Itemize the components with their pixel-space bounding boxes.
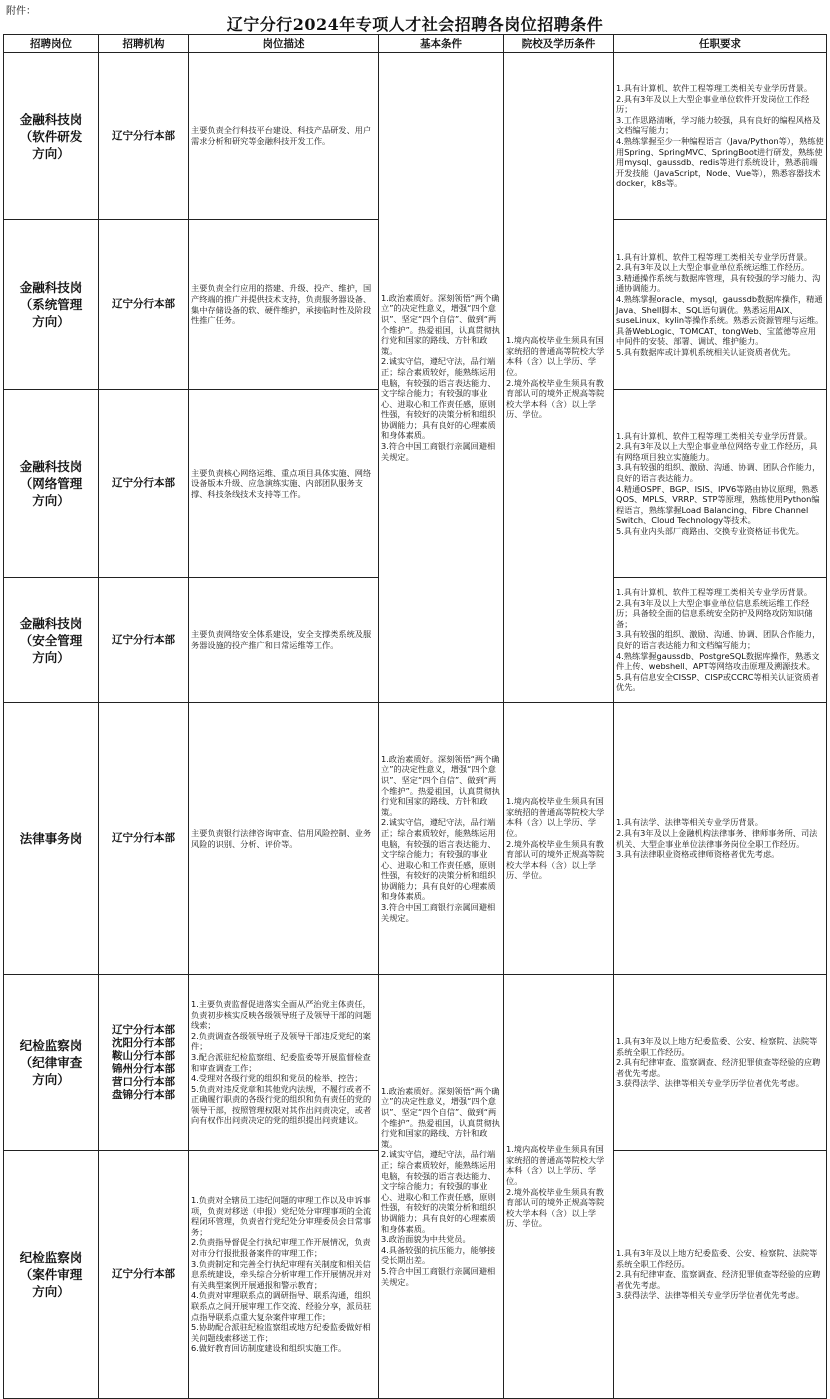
requirement-item: 3.具有较强的组织、激励、沟通、协调、团队合作能力，良好的语言表达能力。 (616, 462, 821, 483)
requirement-item: 4.熟练掌握至少一种编程语言（Java/Python等），熟练使用Spring、SpringMVC、SpringBoot进行研发，熟练使用mysql、gaussdb、redis等进行系统设计，熟悉前端开发技能（JavaScript，Node、Vue等），熟悉容器技术docker，k8s等。 (616, 136, 824, 189)
requirement-item: 2.具有纪律审查、监察调查、经济犯罪侦查等经验的应聘者优先考虑。 (616, 1269, 821, 1290)
requirement-item: 3.获得法学、法律等相关专业学历学位者优先考虑。 (616, 1078, 804, 1089)
position-text: 方向） (32, 1072, 70, 1087)
description-text: 1.主要负责监督促进落实全面从严治党主体责任，负责初步核实反映各级领导班子及领导干部的问题线索； (191, 998, 372, 1031)
requirement-item: 3.获得法学、法律等相关专业学历学位者优先考虑。 (616, 1290, 804, 1301)
position-cell (4, 390, 99, 578)
description-cell (189, 578, 379, 703)
position-text: （网络管理 (19, 476, 83, 491)
requirements-cell (614, 975, 827, 1151)
education-cell: 1.境内高校毕业生须具有国家统招的普通高等院校大学本科（含）以上学历、学位。 2.境外高校毕业生须具有教育部认可的境外正规高等院校大学本科（含）以上学历、学位。 (504, 975, 614, 1399)
position-text: 金融科技岗 (19, 459, 83, 474)
org-cell (99, 975, 189, 1151)
org-cell (99, 390, 189, 578)
header-row (4, 35, 827, 53)
description-text: 主要负责核心网络运维、重点项目具体实施、网络设备版本升级、应急演练实施、内部团队服务支撑、科技条线技术支持等工作。 (191, 467, 372, 499)
requirements-cell (614, 1151, 827, 1399)
basic-conditions-cell: 1.政治素质好。深刻领悟“两个确立”的决定性意义，增强“四个意识”、坚定“四个自信”、做到“两个维护”。热爱祖国，认真贯彻执行党和国家的路线、方针和政策。 2.诚实守信，遵纪守法，品行端正；综合素质较好，能熟练运用电脑，有较强的语言表达能力、文字综合能力；有较强的事业心、进取心和工作责任感，原则性强，有较好的决策分析和组织协调能力；具有良好的心理素质和身体素质。 3.符合中国工商银行亲属回避相关规定。 (379, 53, 504, 703)
position-text: 金融科技岗 (19, 280, 83, 295)
position-cell (4, 220, 99, 390)
org-cell (99, 53, 189, 220)
position-text: 纪检监察岗 (19, 1038, 83, 1053)
requirements-cell (614, 220, 827, 390)
position-text: 纪检监察岗 (19, 1250, 83, 1265)
requirement-item: 1.具有计算机、软件工程等理工类相关专业学历背景。 (616, 83, 813, 94)
org-cell (99, 703, 189, 975)
description-text: 5.负责对违反党章和其他党内法规，不履行或者不正确履行职责的各级行党的组织和负有责任的党的领导干部，按照管理权限对其作出问责决定，或者向有权作出问责决定的党的组织提出问责建议。 (191, 1083, 372, 1126)
description-text: 2.负责调查各级领导班子及领导干部违反党纪的案件； (191, 1030, 371, 1052)
description-text: 主要负责全行科技平台建设、科技产品研发、用户需求分析和研究等金融科技开发工作。 (191, 125, 372, 146)
header-description: 岗位描述 (189, 35, 379, 53)
requirement-item: 1.具有计算机、软件工程等理工类相关专业学历背景。 (616, 251, 813, 262)
org-text: 鞍山分行本部 (112, 1049, 175, 1062)
description-text: 1.负责对全辖员工违纪问题的审理工作以及申诉事项，负责对移送（申报）党纪处分审理事项的全流程闭环管理，负责省行党纪处分审理委员会日常事务； (191, 1195, 372, 1237)
requirement-item: 2.具有3年及以上大型企事业单位网络专业工作经历，具有网络项目独立实施能力。 (616, 441, 818, 462)
requirement-item: 5.具有业内头部厂商路由、交换专业资格证书优先。 (616, 525, 804, 536)
description-text: 主要负责全行应用的搭建、升级、投产、维护，国产终端的推广并提供技术支持，负责服务器设备、集中存储设备的软、硬件维护，承接临时性及阶段性推广任务。 (191, 283, 372, 326)
position-text: 方向） (32, 493, 70, 508)
org-text: 辽宁分行本部 (112, 1023, 175, 1036)
requirement-item: 2.具有3年及以上大型企事业单位系统运维工作经历。 (616, 262, 810, 273)
education-cell: 1.境内高校毕业生须具有国家统招的普通高等院校大学本科（含）以上学历、学位。 2.境外高校毕业生须具有教育部认可的境外正规高等院校大学本科（含）以上学历、学位。 (504, 703, 614, 975)
description-cell (189, 220, 379, 390)
position-cell (4, 1151, 99, 1399)
description-cell (189, 1151, 379, 1399)
position-cell (4, 703, 99, 975)
position-cell (4, 578, 99, 703)
description-text: 6.做好教育回访制度建设和组织实施工作。 (191, 1343, 347, 1354)
requirement-item: 2.具有3年及以上大型企事业单位软件开发岗位工作经历； (616, 93, 810, 115)
org-text: 沈阳分行本部 (112, 1036, 175, 1049)
org-text: 辽宁分行本部 (112, 477, 175, 489)
position-text: 金融科技岗 (19, 615, 83, 631)
requirement-item: 5.具有信息安全CISSP、CISP或CCRC等相关认证资质者优先。 (616, 671, 819, 693)
position-text: （软件研发 (19, 128, 83, 144)
description-cell (189, 53, 379, 220)
header-education: 院校及学历条件 (504, 35, 614, 53)
header-requirements: 任职要求 (614, 35, 827, 53)
org-cell (99, 1151, 189, 1399)
requirement-item: 2.具有纪律审查、监察调查、经济犯罪侦查等经验的应聘者优先考虑。 (616, 1057, 821, 1078)
position-text: （安全管理 (19, 632, 83, 648)
description-cell (189, 975, 379, 1151)
position-cell (4, 53, 99, 220)
requirement-item: 1.具有计算机、软件工程等理工类相关专业学历背景。 (616, 430, 813, 441)
requirement-item: 3.具有较强的组织、激励、沟通、协调、团队合作能力，良好的语言表达能力和文档编写能力； (616, 629, 821, 650)
position-text: 方向） (32, 649, 70, 665)
description-cell (189, 390, 379, 578)
position-text: 方向） (32, 1284, 70, 1299)
description-text: 4.负责对审理联系点的调研指导、联系沟通，组织联系点之间开展审理工作交流、经验分享，派员驻点指导联系点重大复杂案件审理工作； (191, 1290, 372, 1322)
page-title: 辽宁分行2024年专项人才社会招聘各岗位招聘条件 (226, 15, 604, 34)
requirements-cell (614, 703, 827, 975)
requirement-item: 1.具有计算机、软件工程等理工类相关专业学历背景。 (616, 587, 813, 598)
position-text: （纪律审查 (19, 1055, 83, 1070)
description-text: 3.配合派驻纪检监察组、纪委监委等开展监督检查和审查调查工作； (191, 1051, 371, 1073)
org-cell (99, 578, 189, 703)
position-cell (4, 975, 99, 1151)
header-basic-conditions: 基本条件 (379, 35, 504, 53)
description-text: 3.负责制定和完善全行执纪审理有关制度和相关信息系统建设，牵头综合分析审理工作开展情况并对有关典型案例开展通报和警示教育； (191, 1258, 372, 1290)
requirements-cell (614, 390, 827, 578)
education-cell: 1.境内高校毕业生须具有国家统招的普通高等院校大学本科（含）以上学历、学位。 2.境外高校毕业生须具有教育部认可的境外正规高等院校大学本科（含）以上学历、学位。 (504, 53, 614, 703)
description-text: 主要负责银行法律咨询审查、信用风险控制、业务风险的识别、分析、评价等。 (191, 827, 372, 849)
basic-conditions-cell: 1.政治素质好。深刻领悟“两个确立”的决定性意义，增强“四个意识”、坚定“四个自信”、做到“两个维护”。热爱祖国，认真贯彻执行党和国家的路线、方针和政策。 2.诚实守信，遵纪守法，品行端正；综合素质较好，能熟练运用电脑，有较强的语言表达能力、文字综合能力；有较强的事业心、进取心和工作责任感，原则性强，有较好的决策分析和组织协调能力；具有良好的心理素质和身体素质。 3.政治面貌为中共党员。 4.具备较强的抗压能力，能够接受长期出差。 5.符合中国工商银行亲属回避相关规定。 (379, 975, 504, 1399)
requirement-item: 4.精通OSPF、BGP、ISIS、IPV6等路由协议原理，熟悉QOS、MPLS、VRRP、STP等原理，熟练使用Python编程语言，熟练掌握Load Balancing、Fibre Channel Switch、Cloud Technology等技术。 (616, 483, 820, 526)
org-text: 辽宁分行本部 (112, 298, 175, 310)
description-text: 5.协助配合派驻纪检监察组或地方纪委监委做好相关问题线索移送工作； (191, 1322, 371, 1343)
requirement-item: 1.具有3年及以上地方纪委监委、公安、检察院、法院等系统全职工作经历。 (616, 1036, 818, 1057)
org-text: 锦州分行本部 (112, 1062, 175, 1075)
position-text: 法律事务岗 (19, 831, 83, 846)
table-row (4, 703, 827, 975)
position-text: 方向） (32, 145, 70, 161)
header-position: 招聘岗位 (4, 35, 99, 53)
requirement-item: 4.熟练掌握oracle、mysql，gaussdb数据库操作，精通Java、Shell脚本、SQL语句调优。熟悉运用AIX、suseLinux、kylin等操作系统。熟悉云资源管理与运维。具备WebLogic、TOMCAT、tongWeb、宝蓝德等应用中间件的安装、部署、调试、维护能力。 (616, 293, 824, 347)
description-text: 2.负责指导督促全行执纪审理工作开展情况，负责对市分行报批报备案件的审理工作； (191, 1237, 371, 1259)
position-text: （系统管理 (19, 297, 83, 312)
requirement-item: 3.具有法律职业资格或律师资格者优先考虑。 (616, 849, 780, 860)
description-text: 4.受理对各级行党的组织和党员的检举、控告； (191, 1073, 363, 1084)
org-text: 辽宁分行本部 (112, 129, 175, 142)
recruitment-table (3, 34, 827, 1399)
requirement-item: 1.具有法学、法律等相关专业学历背景。 (616, 817, 763, 828)
org-text: 营口分行本部 (112, 1075, 175, 1088)
table-row (4, 975, 827, 1151)
requirement-item: 5.具有数据库或计算机系统相关认证资质者优先。 (616, 346, 796, 357)
requirement-item: 1.具有3年及以上地方纪委监委、公安、检察院、法院等系统全职工作经历。 (616, 1248, 818, 1269)
requirement-item: 3.工作思路清晰，学习能力较强，具有良好的编程风格及文档编写能力； (616, 114, 821, 136)
table-row (4, 53, 827, 220)
org-text: 辽宁分行本部 (112, 1268, 175, 1280)
org-text: 辽宁分行本部 (112, 633, 175, 646)
org-cell (99, 220, 189, 390)
org-text: 盘锦分行本部 (112, 1088, 175, 1101)
requirement-item: 3.精通操作系统与数据库管理，具有较强的学习能力、沟通协调能力。 (616, 272, 821, 294)
requirement-item: 2.具有3年及以上金融机构法律事务、律师事务所、司法机关、大型企事业单位法律事务岗位全职工作经历。 (616, 827, 818, 849)
description-cell (189, 703, 379, 975)
requirements-cell (614, 578, 827, 703)
annex-label: 附件： (6, 6, 36, 17)
requirement-item: 2.具有3年及以上大型企事业单位信息系统运维工作经历；具备较全面的信息系统安全防护及网络攻防知识储备； (616, 597, 813, 629)
requirement-item: 4.熟练掌握gaussdb、PostgreSQL数据库操作，熟悉文件上传、webshell、APT等网络攻击原理及溯源技术。 (616, 650, 820, 672)
header-org: 招聘机构 (99, 35, 189, 53)
requirements-cell (614, 53, 827, 220)
position-text: 方向） (32, 314, 70, 329)
basic-conditions-cell: 1.政治素质好。深刻领悟“两个确立”的决定性意义，增强“四个意识”、坚定“四个自信”、做到“两个维护”。热爱祖国，认真贯彻执行党和国家的路线、方针和政策。 2.诚实守信，遵纪守法，品行端正；综合素质较好，能熟练运用电脑，有较强的语言表达能力、文字综合能力；有较强的事业心、进取心和工作责任感，原则性强，有较好的决策分析和组织协调能力；具有良好的心理素质和身体素质。 3.符合中国工商银行亲属回避相关规定。 (379, 703, 504, 975)
position-text: （案件审理 (19, 1267, 83, 1282)
description-text: 主要负责网络安全体系建设，安全支撑类系统及服务器设施的投产推广和日常运维等工作。 (191, 629, 372, 650)
org-text: 辽宁分行本部 (112, 832, 175, 844)
position-text: 金融科技岗 (19, 111, 83, 127)
